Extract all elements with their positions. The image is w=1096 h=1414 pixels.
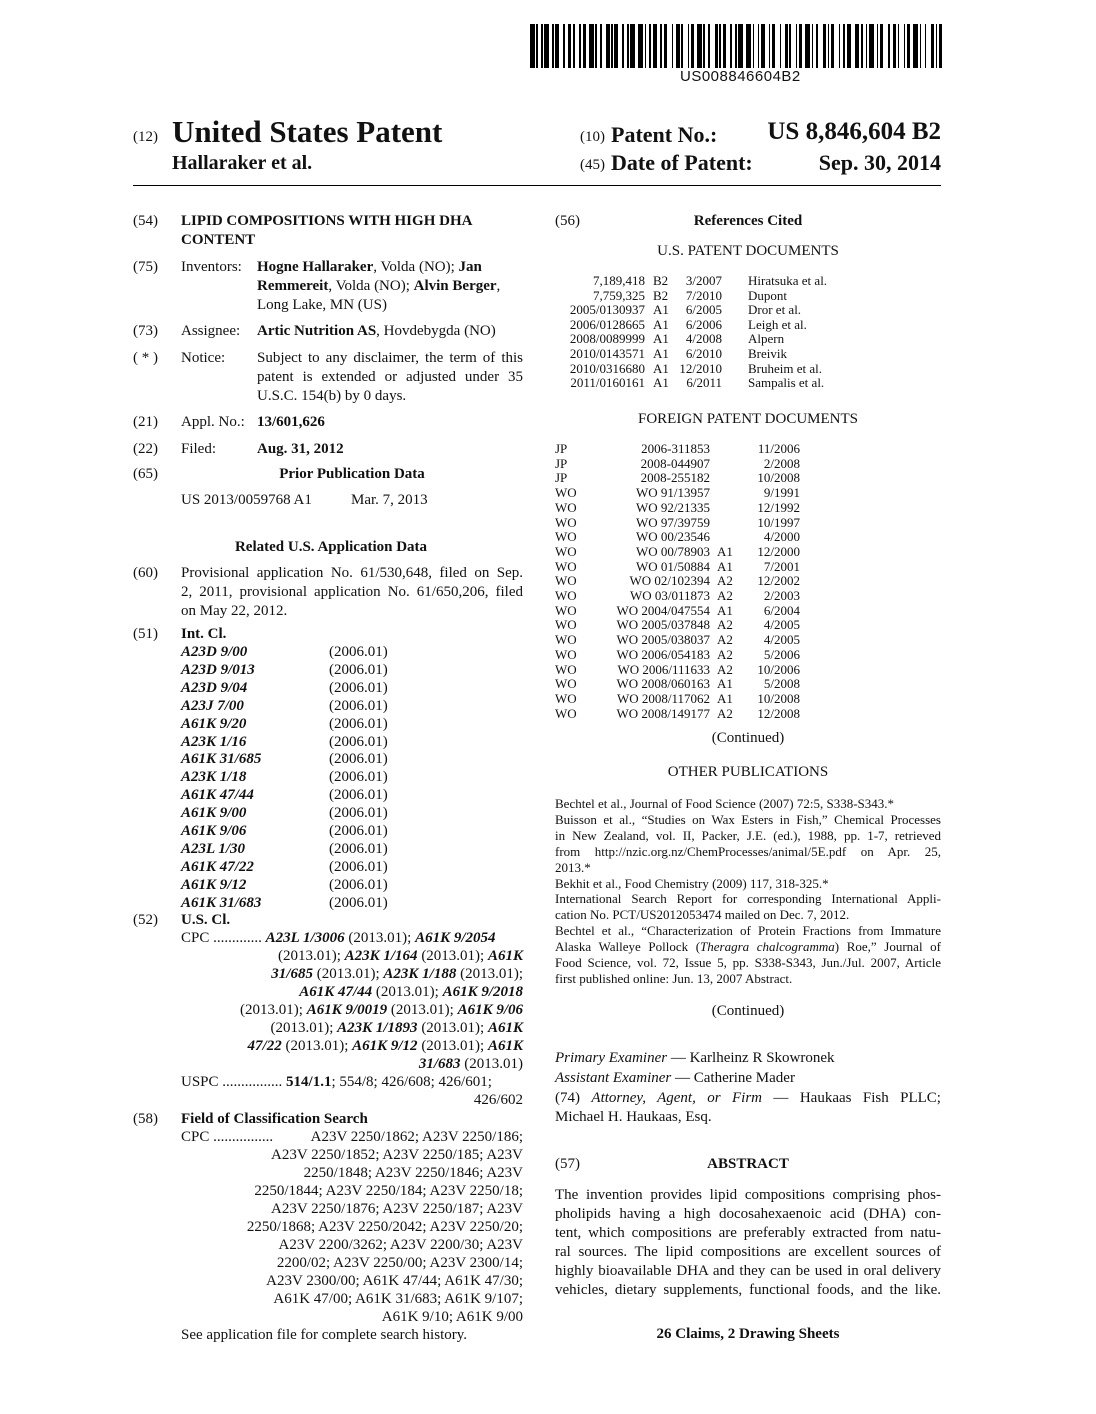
attorney: (74) Attorney, Agent, or Firm — Haukaas Fish PLLC; Michael H. Haukaas, Esq. (555, 1090, 941, 1125)
foreign-doc-kind: A2 (717, 588, 733, 603)
field-search-line: 2250/1844; A23V 2250/184; A23V 2250/18; (254, 1183, 523, 1199)
foreign-doc-date: 10/2008 (757, 470, 800, 486)
foreign-doc-date: 12/2002 (757, 573, 800, 589)
continued-2: (Continued) (711, 1003, 785, 1019)
foreign-doc-date: 6/2004 (763, 602, 800, 618)
foreign-doc-date: 12/2008 (757, 705, 800, 721)
field-search-label: Field of Classification Search (181, 1111, 368, 1127)
prior-pub-title: Prior Publication Data (279, 466, 425, 482)
foreign-doc-c: WO (555, 485, 577, 501)
foreign-doc-no: WO 01/50884 (635, 558, 710, 574)
notice-label: Notice: (181, 350, 226, 366)
assignee-label: Assignee: (181, 323, 241, 339)
intcl-row: A61K 31/685 (2006.01) (181, 751, 388, 768)
field-search-line: A23V 2300/00; A61K 47/44; A61K 47/30; (266, 1273, 523, 1289)
us-doc-name: Breivik (748, 346, 787, 361)
foreign-doc-c: WO (555, 646, 577, 662)
intcl-row: A61K 9/12 (2006.01) (181, 876, 388, 893)
inventors-label: Inventors: (181, 259, 242, 275)
intcl-row: A61K 47/44 (2006.01) (181, 787, 388, 804)
other-pub-line: Buisson et al., “Studies on Wax Esters in Fish,” Chemical Processes (555, 811, 941, 827)
foreign-doc-c: WO (555, 514, 577, 530)
field-search-line: 2250/1848; A23V 2250/1846; A23V (303, 1165, 523, 1181)
patent-number: US 8,846,604 B2 (767, 118, 941, 145)
foreign-doc-c: WO (555, 602, 577, 618)
assignee-code: (73) (133, 323, 158, 339)
field-search-line: A23V 2200/3262; A23V 2200/30; A23V (278, 1237, 523, 1253)
us-doc-name: Alpern (748, 331, 785, 347)
other-pubs-title: OTHER PUBLICATIONS (667, 764, 829, 780)
foreign-doc-date: 5/2008 (763, 676, 800, 692)
patent-date: Sep. 30, 2014 (818, 150, 941, 175)
foreign-doc-date: 9/1991 (763, 485, 800, 501)
foreign-doc-date: 4/2000 (763, 529, 800, 545)
date-code: (45) (580, 157, 605, 173)
foreign-doc-date: 10/2008 (757, 690, 800, 706)
filed-code: (22) (133, 441, 158, 457)
abstract-line: ral sources. The lipid compositions are excellent sources of (555, 1244, 941, 1260)
notice-code: ( * ) (133, 350, 158, 366)
foreign-doc-kind: A2 (717, 646, 733, 662)
foreign-doc-date: 2/2008 (763, 455, 800, 471)
filed-label: Filed: (181, 441, 217, 457)
foreign-doc-c: WO (555, 661, 577, 677)
abstract-line: pholipids having a high docosahexaenoic acid (DHA) con- (555, 1206, 941, 1222)
us-doc-kind: A1 (653, 331, 669, 347)
provisional-code: (60) (133, 565, 158, 581)
foreign-doc-kind: A1 (717, 676, 733, 692)
foreign-doc-no: WO 03/011873 (629, 588, 710, 603)
foreign-doc-date: 5/2006 (763, 646, 800, 662)
inventors-list: Hogne Hallaraker, Volda (NO); Jan Remmereit, Volda (NO); Alvin Berger, Long Lake, MN (US) (257, 259, 501, 313)
intcl-label: Int. Cl. (181, 626, 227, 642)
intcl-row: A23D 9/04 (2006.01) (181, 679, 388, 696)
us-doc-no: 2006/0128665 (569, 316, 645, 332)
other-pub-line: from http://nzic.org.nz/ChemProcesses/animal/5E.pdf on Apr. 25, (555, 843, 941, 859)
us-doc-date: 6/2006 (685, 316, 722, 332)
prior-pub-number: US 2013/0059768 A1 (181, 492, 312, 508)
us-doc-no: 7,189,418 (593, 273, 645, 288)
foreign-doc-no: WO 02/102394 (629, 573, 710, 589)
foreign-doc-c: WO (555, 676, 577, 692)
foreign-doc-no: 2008-255182 (640, 470, 710, 486)
claims-count: 26 Claims, 2 Drawing Sheets (656, 1326, 840, 1342)
abstract-code: (57) (555, 1156, 580, 1172)
us-doc-no: 2010/0143571 (569, 346, 645, 361)
us-doc-no: 2010/0316680 (569, 360, 645, 376)
kind-code: (12) (133, 129, 158, 145)
foreign-doc-no: 2008-044907 (640, 455, 710, 471)
foreign-doc-c: WO (555, 588, 577, 603)
us-doc-name: Dror et al. (748, 302, 802, 318)
provisional-text: Provisional application No. 61/530,648, filed on Sep. 2, 2011, provisional application No. 61/650,206, filed on May 22, 2012. (181, 565, 523, 619)
intcl-row: A61K 9/06 (2006.01) (181, 823, 388, 839)
foreign-doc-c: WO (555, 529, 577, 545)
field-search-line: A61K 47/00; A61K 31/683; A61K 9/107; (273, 1291, 523, 1307)
foreign-doc-no: WO 92/21335 (635, 499, 710, 515)
barcode-number: US008846604B2 (680, 68, 801, 85)
us-doc-name: Leigh et al. (748, 316, 807, 332)
abstract-line: tent, which compositions are preferably extracted from natu- (555, 1225, 941, 1241)
field-search-line: 2250/1868; A23V 2250/2042; A23V 2250/20; (246, 1219, 523, 1235)
other-pub-line: in New Zealand, vol. II, Packer, J.E. (ed.), 1988, pp. 1-7, retrieved (555, 827, 941, 843)
foreign-doc-no: WO 00/78903 (635, 543, 710, 559)
foreign-doc-c: WO (555, 617, 577, 633)
foreign-doc-date: 4/2005 (763, 632, 800, 648)
uscl-code: (52) (133, 912, 158, 928)
foreign-doc-c: JP (555, 441, 568, 456)
us-doc-date: 6/2010 (685, 346, 722, 361)
intcl-row: A61K 31/683 (2006.01) (181, 894, 388, 911)
foreign-doc-date: 11/2006 (757, 441, 800, 456)
invention-title: LIPID COMPOSITIONS WITH HIGH DHA CONTENT (181, 213, 473, 248)
intcl-row: A23D 9/00 (2006.01) (181, 644, 388, 660)
us-doc-date: 6/2005 (685, 302, 722, 318)
us-doc-date: 7/2010 (685, 287, 722, 303)
field-search-line: A23V 2250/1876; A23V 2250/187; A23V (271, 1201, 523, 1217)
foreign-doc-kind: A2 (717, 632, 733, 648)
patent-no-code: (10) (580, 129, 605, 145)
foreign-doc-date: 7/2001 (763, 558, 800, 574)
foreign-doc-kind: A1 (717, 690, 733, 706)
foreign-doc-date: 10/2006 (757, 661, 800, 677)
field-search-code: (58) (133, 1111, 158, 1127)
foreign-doc-date: 10/1997 (757, 514, 800, 530)
patent-no-label: Patent No.: (611, 122, 718, 147)
us-doc-kind: A1 (653, 346, 669, 361)
us-doc-name: Sampalis et al. (748, 375, 825, 391)
intcl-row: A61K 9/20 (2006.01) (181, 715, 388, 732)
inventors-short: Hallaraker et al. (172, 152, 313, 174)
abstract-line: vehicles, dietary supplements, functional foods, and the like. (555, 1282, 941, 1298)
foreign-doc-no: WO 2008/060163 (616, 676, 710, 692)
cpc-block: CPC ............. A23L 1/3006 (2013.01); A61K 9/2054 (2013.01); A23K 1/164 (2013.01); A61K 31/685 (2013.01); A23K 1/188 (2013.01); A61K 47/44 (2013.01); A61K 9/2018 (2013.01); A61K 9/0019 (2013.01); A61K 9/06 (2013.01); A23K 1/1893 (2013.01); A61K 47/22 (2013.01); A61K 9/12 (2013.01); A61K 31/683 (2013.01) USPC ................ 514/1.1; 554/8; 426/608; 426/601; 426/602 (181, 930, 523, 1108)
abstract-line: highly bioavailable DHA and they can be used in oral delivery (555, 1263, 941, 1279)
foreign-doc-date: 4/2005 (763, 617, 800, 633)
foreign-doc-no: WO 91/13957 (635, 485, 710, 501)
us-doc-kind: A1 (653, 302, 669, 318)
filed-date: Aug. 31, 2012 (257, 441, 344, 457)
other-pub-line: Bechtel et al., Journal of Food Science (2007) 72:5, S338-S343.* (555, 796, 895, 811)
intcl-row: A23D 9/013 (2006.01) (181, 661, 388, 678)
intcl-row: A23K 1/16 (2006.01) (181, 733, 388, 750)
foreign-doc-no: 2006-311853 (641, 441, 710, 456)
foreign-doc-c: WO (555, 632, 577, 648)
foreign-doc-c: WO (555, 705, 577, 721)
continued-1: (Continued) (711, 730, 785, 746)
foreign-doc-kind: A2 (717, 661, 733, 677)
foreign-doc-c: WO (555, 690, 577, 706)
us-doc-no: 2005/0130937 (569, 302, 645, 318)
foreign-doc-c: JP (555, 455, 568, 471)
refs-title: References Cited (693, 213, 803, 229)
barcode (530, 24, 942, 68)
assistant-examiner: Assistant Examiner — Catherine Mader (555, 1070, 795, 1086)
foreign-doc-no: WO 97/39759 (635, 514, 710, 530)
foreign-doc-date: 12/2000 (757, 543, 800, 559)
intcl-row: A23K 1/18 (2006.01) (181, 769, 388, 786)
foreign-doc-c: JP (555, 470, 568, 486)
foreign-doc-no: WO 2004/047554 (616, 602, 710, 618)
foreign-doc-date: 12/1992 (757, 499, 800, 515)
foreign-doc-kind: A1 (717, 543, 733, 559)
foreign-doc-kind: A2 (717, 617, 733, 633)
abstract-title: ABSTRACT (707, 1156, 789, 1172)
other-pub-line: Bekhit et al., Food Chemistry (2009) 117, 318-325.* (555, 875, 829, 891)
intcl-row: A61K 47/22 (2006.01) (181, 858, 388, 875)
other-pubs: Bechtel et al., Journal of Food Science (2007) 72:5, S338-S343.* Buisson et al., “Studies on Wax Esters in Fish,” Chemical Processes in New Zealand, vol. II, Packer, J.E. (ed.), 1988, pp. 1-7, retrieved from http://nzic.org.nz/ChemProcesses/animal/5E.pdf on Apr. 25, 2013.* Bekhit et al., Food Chemistry (2009) 117, 318-325.* International Search Report for corresponding International Appli- cation No. PCT/US2012053474 mailed on Dec. 7, 2012. Bechtel et al., “Characterization of Protein Fractions from Immature Alaska Walleye Pollock (Theragra chalcogramma) Roe,” Journal of Food Science, vol. 72, Issue 5, pp. S338-S343, Jun./Jul. 2007, Article first published online: Jun. 13, 2007 Abstract. (555, 796, 942, 986)
header-divider (133, 185, 941, 186)
us-docs-title: U.S. PATENT DOCUMENTS (657, 243, 839, 259)
uscl-label: U.S. Cl. (181, 912, 231, 928)
foreign-doc-no: WO 2006/054183 (616, 646, 710, 662)
appl-number: 13/601,626 (257, 414, 325, 430)
us-doc-date: 6/2011 (686, 375, 722, 391)
foreign-doc-no: WO 00/23546 (635, 529, 710, 545)
us-doc-kind: A1 (653, 316, 669, 332)
prior-code: (65) (133, 466, 158, 482)
field-search-line: A61K 9/10; A61K 9/00 (381, 1309, 523, 1325)
us-doc-kind: B2 (653, 273, 669, 288)
appl-code: (21) (133, 414, 158, 430)
us-doc-date: 4/2008 (685, 331, 722, 347)
abstract-text (555, 1186, 941, 1300)
us-doc-date: 3/2007 (685, 273, 722, 288)
foreign-doc-no: WO 2008/117062 (616, 690, 710, 706)
related-data-title: Related U.S. Application Data (234, 539, 428, 555)
other-pub-line: International Search Report for corresponding International Appli- (555, 891, 941, 907)
intcl-code: (51) (133, 626, 158, 642)
intcl-row: A61K 9/00 (2006.01) (181, 805, 388, 822)
assignee: Artic Nutrition AS, Hovdebygda (NO) (257, 323, 496, 339)
us-doc-no: 7,759,325 (593, 287, 645, 303)
notice-text: Subject to any disclaimer, the term of this patent is extended or adjusted under 35 U.S.C. 154(b) by 0 days. (257, 350, 523, 404)
prior-pub-date: Mar. 7, 2013 (351, 492, 428, 508)
foreign-doc-kind: A2 (717, 573, 733, 589)
us-doc-name: Bruheim et al. (748, 360, 823, 376)
primary-examiner: Primary Examiner — Karlheinz R Skowronek (555, 1050, 835, 1066)
foreign-doc-kind: A2 (717, 705, 733, 721)
foreign-docs-title: FOREIGN PATENT DOCUMENTS (637, 411, 859, 427)
foreign-doc-no: WO 2005/037848 (616, 617, 710, 633)
foreign-doc-kind: A1 (717, 602, 733, 618)
date-label: Date of Patent: (611, 150, 753, 175)
us-doc-kind: A1 (653, 375, 669, 391)
foreign-doc-no: WO 2006/111633 (617, 661, 710, 677)
foreign-doc-no: WO 2005/038037 (616, 632, 710, 648)
abstract-line: The invention provides lipid compositions comprising phos- (555, 1187, 941, 1203)
us-doc-no: 2011/0160161 (570, 375, 645, 391)
foreign-doc-c: WO (555, 573, 577, 589)
field-search-line: A23V 2250/1852; A23V 2250/185; A23V (271, 1147, 523, 1163)
foreign-doc-date: 2/2003 (763, 588, 800, 603)
foreign-doc-no: WO 2008/149177 (616, 705, 710, 721)
patent-type-title: United States Patent (172, 114, 443, 149)
us-doc-no: 2008/0089999 (569, 331, 645, 347)
foreign-doc-c: WO (555, 499, 577, 515)
field-search-line: 2200/02; A23V 2250/00; A23V 2300/14; (276, 1255, 523, 1271)
other-pub-line: 2013.* (555, 859, 591, 875)
us-doc-date: 12/2010 (679, 360, 722, 376)
inventors-code: (75) (133, 259, 158, 275)
refs-code: (56) (555, 213, 580, 229)
us-doc-kind: A1 (653, 360, 669, 376)
other-pub-line: Bechtel et al., “Characterization of Protein Fractions from Immature (555, 923, 941, 939)
intcl-row: A23L 1/30 (2006.01) (181, 840, 388, 857)
us-doc-name: Hiratsuka et al. (748, 273, 828, 288)
other-pub-line: cation No. PCT/US2012053474 mailed on Dec. 7, 2012. (555, 907, 850, 923)
title-code: (54) (133, 213, 158, 229)
appl-label: Appl. No.: (181, 414, 245, 430)
foreign-doc-c: WO (555, 558, 577, 574)
foreign-doc-c: WO (555, 543, 577, 559)
intcl-row: A23J 7/00 (2006.01) (181, 697, 388, 714)
us-doc-kind: B2 (653, 287, 669, 303)
field-search-cpc: CPC ................ A23V 2250/1862; A23V 2250/186; A23V 2250/1852; A23V 2250/185; A23V 2250/1848; A23V 2250/1846; A23V 2250/1844; A23V 2250/184; A23V 2250/18; A23V 2250/1876; A23V 2250/187; A23V 2250/1868; A23V 2250/2042; A23V 2250/20; A23V 2200/3262; A23V 2200/30; A23V 2200/02; A23V 2250/00; A23V 2300/14; A23V 2300/00; A61K 47/44; A61K 47/30; A61K 47/00; A61K 31/683; A61K 9/107; A61K 9/10; A61K 9/00 See application file for complete search history. (181, 1129, 523, 1343)
foreign-doc-kind: A1 (717, 558, 733, 574)
us-doc-name: Dupont (748, 287, 787, 303)
